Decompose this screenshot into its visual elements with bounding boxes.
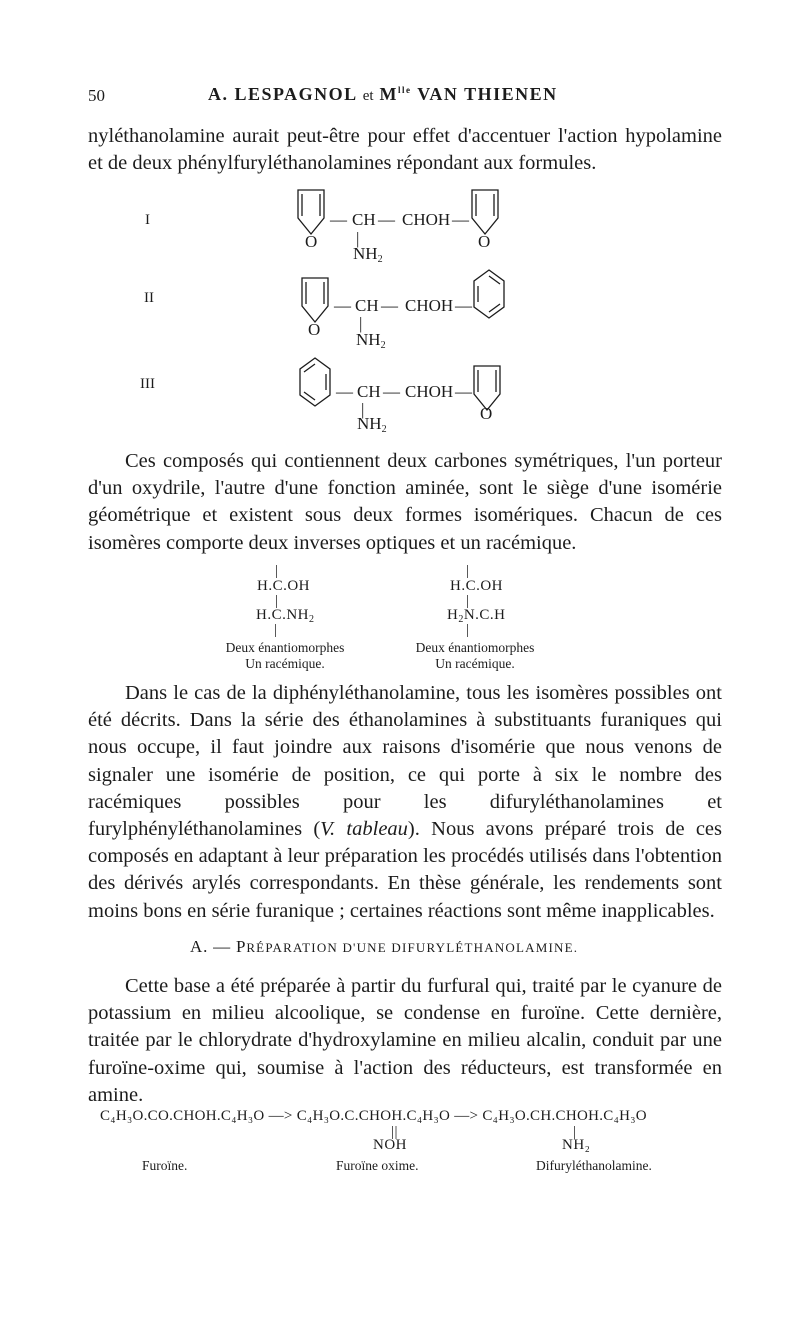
- isomer-right-line-2: $H_2N.C.H$: [447, 607, 506, 625]
- caption-line: Un racémique.: [435, 656, 515, 671]
- ring-oxygen-label: O: [478, 232, 491, 251]
- benzene-ring-icon: [298, 356, 332, 410]
- caption-line: Deux énantiomorphes: [225, 640, 345, 655]
- author-b: VAN THIENEN: [417, 84, 558, 104]
- caption-line: Deux énantiomorphes: [415, 640, 535, 655]
- oxime-formula: C₄H₃O.C.CHOH.C₄H₃O: [296, 1108, 451, 1124]
- double-bond: ||: [391, 1124, 399, 1140]
- section-heading: [190, 937, 578, 957]
- bond-dash: —: [455, 296, 472, 315]
- vertical-bond: |: [359, 314, 363, 333]
- vertical-bond: |: [573, 1124, 577, 1140]
- ring-oxygen-label: O: [308, 320, 321, 339]
- author-b-sup: lle: [398, 85, 412, 95]
- caption-line: Un racémique.: [245, 656, 325, 671]
- bond-dash: —: [330, 210, 347, 229]
- formula-number-I: I: [145, 212, 150, 228]
- running-header: [88, 84, 720, 108]
- section-title-initial: P: [236, 937, 247, 956]
- bond-dash: —: [452, 210, 469, 229]
- vertical-bond: |: [274, 622, 278, 638]
- isomer-left-line-2: $H.C.NH_2$: [256, 607, 315, 625]
- paragraph-3-text: Dans le cas de la diphényléthanolamine, tous les isomères possibles ont été décrits. Dans la série des éthanolamines à substituants furaniques qui nous occupe, il faut joindre aux raisons d'isomérie que nous venons de signaler une isomérie de position, ce qui porte à six le nombre des racémiques possibles pour les difuryléthanolamines et furylphényléthanolamines (: [88, 682, 722, 841]
- section-letter: A. —: [190, 937, 231, 956]
- vertical-bond: |: [361, 400, 365, 419]
- bond-dash: —: [334, 296, 351, 315]
- conjunction: et: [362, 88, 374, 104]
- bond-dash: —: [383, 382, 400, 401]
- running-title: [208, 84, 558, 105]
- ring-oxygen-label: O: [305, 232, 318, 251]
- bond-dash: —: [378, 210, 395, 229]
- furan-ring-icon: [470, 188, 500, 236]
- vertical-bond: |: [275, 563, 279, 579]
- formula-number-III: III: [140, 376, 155, 392]
- vertical-bond: |: [356, 229, 360, 248]
- paragraph-1: nyléthanolamine aurait peut-être pour effet d'accentuer l'action hypolamine et de deux phénylfuryléthanolamines répondant aux formules.: [88, 125, 722, 175]
- choh-label: CHOH: [405, 296, 454, 315]
- formula-number-II: II: [144, 290, 154, 306]
- paragraph-3-text: ). Nous avons préparé trois de ces composés en adaptant à leur préparation les procédés utilisés dans l'obtention des dérivés arylés correspondants. En thèse générale, les rendements sont moins bons en série furanique ; certaines réactions sont même inapplicables.: [88, 818, 722, 922]
- bond-dash: —: [455, 382, 472, 401]
- benzene-ring-icon: [472, 268, 506, 322]
- paragraph-4: Cette base a été préparée à partir du furfural qui, traité par le cyanure de potassium en milieu alcoolique, se condense en furoïne. Cette dernière, traitée par le chlorydrate d'hydroxylamine en milieu alcalin, conduit par une furoïne-oxime qui, soumise à l'action des réducteurs, est transformée en amine.: [88, 975, 722, 1106]
- section-title: RÉPARATION D'UNE DIFURYLÉTHANOLAMINE.: [246, 940, 579, 955]
- page-number: 50: [88, 86, 105, 105]
- choh-label: CHOH: [402, 210, 451, 229]
- vertical-bond: |: [466, 563, 470, 579]
- bond-dash: —: [381, 296, 398, 315]
- noh-label: NOH: [373, 1137, 407, 1153]
- paragraph-2: Ces composés qui contiennent deux carbones symétriques, l'un porteur d'un oxydrile, l'autre d'une fonction aminée, sont le siège d'une isomérie géométrique et existent sous deux formes isomériques. Chacun de ces isomères comporte deux inverses optiques et un racémique.: [88, 450, 722, 554]
- paragraph-3: [88, 680, 722, 925]
- isomer-right-line-1: H.C.OH: [450, 578, 504, 594]
- oxime-label: Furoïne oxime.: [336, 1158, 419, 1173]
- nh2-label: $NH_2$: [356, 330, 386, 351]
- ch-label: CH: [355, 296, 379, 315]
- nh2-label: $NH_2$: [353, 244, 383, 265]
- nh2-label: $NH_2$: [357, 414, 387, 435]
- reaction-arrow-icon: —>: [268, 1108, 293, 1124]
- vertical-bond: |: [466, 593, 470, 609]
- vertical-bond: |: [466, 622, 470, 638]
- isomer-right-caption: [410, 640, 540, 672]
- table-reference: V. tableau: [320, 818, 408, 841]
- furan-ring-icon: [300, 276, 330, 324]
- reaction-arrow-icon: —>: [454, 1108, 479, 1124]
- furan-ring-icon: [296, 188, 326, 236]
- choh-label: CHOH: [405, 382, 454, 401]
- nh2-label: NH₂: [562, 1137, 591, 1153]
- furoine-formula: C₄H₃O.CO.CHOH.C₄H₃O: [100, 1108, 265, 1124]
- author-b-title: M: [379, 84, 399, 104]
- bond-dash: —: [336, 382, 353, 401]
- isomer-left-caption: [220, 640, 350, 672]
- reaction-equation: [100, 1108, 647, 1125]
- author-a: A. LESPAGNOL: [208, 84, 357, 104]
- ring-oxygen-label: O: [480, 404, 493, 423]
- furoine-label: Furoïne.: [142, 1158, 188, 1173]
- ch-label: CH: [352, 210, 376, 229]
- ch-label: CH: [357, 382, 381, 401]
- amine-formula: C₄H₃O.CH.CHOH.C₄H₃O: [482, 1108, 647, 1124]
- vertical-bond: |: [275, 593, 279, 609]
- isomer-left-line-1: H.C.OH: [257, 578, 311, 594]
- amine-label: Difuryléthanolamine.: [536, 1158, 652, 1173]
